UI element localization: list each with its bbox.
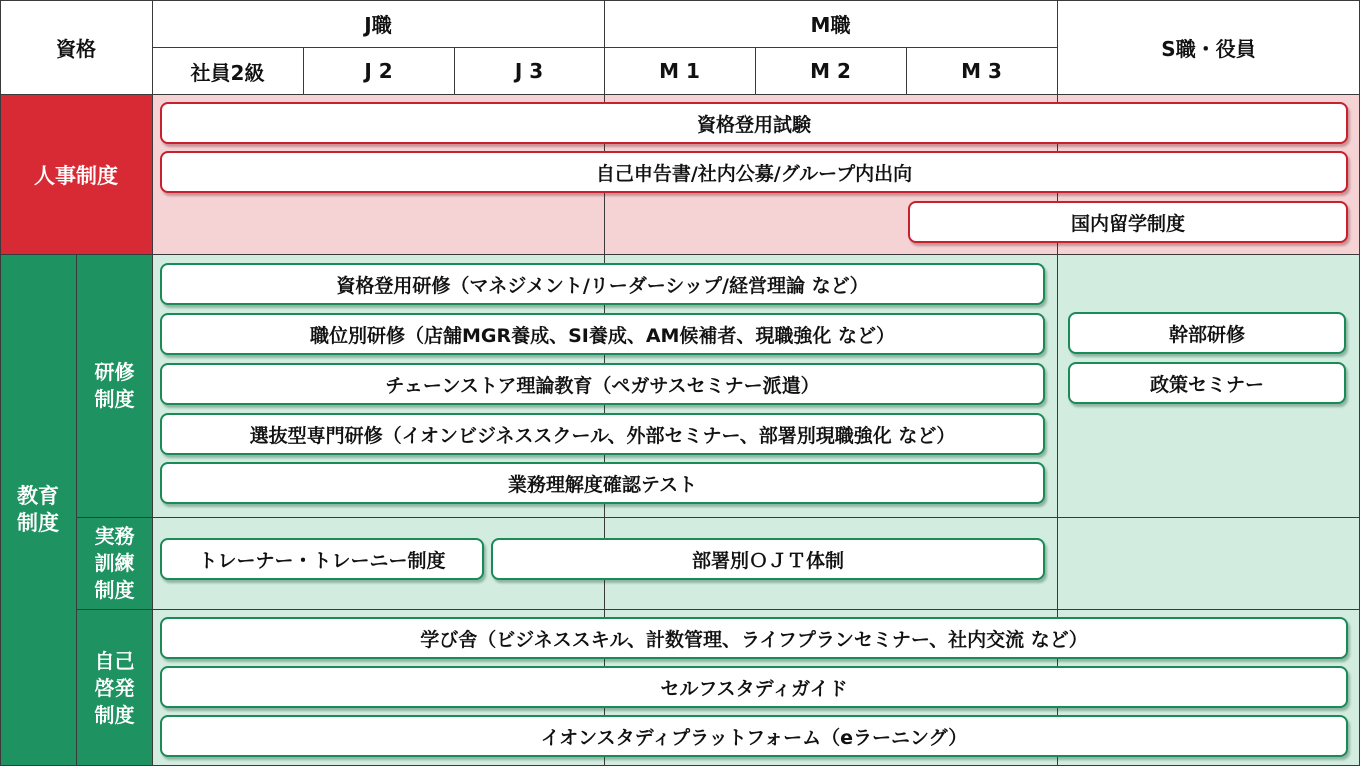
box-trainer-trainee: トレーナー・トレーニー制度 — [160, 538, 484, 580]
section-kenshu-label: 研修 制度 — [94, 359, 135, 411]
grid-line — [0, 0, 1360, 1]
grid-line — [454, 47, 455, 95]
section-jiko — [77, 610, 152, 766]
box-kanbu-kenshu: 幹部研修 — [1068, 312, 1346, 354]
box-kokunai-ryugaku: 国内留学制度 — [908, 201, 1348, 243]
grade-m2: M 2 — [810, 59, 851, 83]
header-j-group: J職 — [364, 13, 392, 37]
section-jitsumu — [77, 518, 152, 609]
grid-line — [0, 94, 1360, 95]
grid-line — [152, 0, 153, 766]
section-kyoiku-label: 教育 制度 — [17, 484, 59, 535]
box-senbatsu-kenshu: 選抜型専門研修（イオンビジネススクール、外部セミナー、部署別現職強化 など） — [160, 413, 1045, 455]
grade-shain2: 社員2級 — [190, 60, 265, 85]
grid-line — [0, 254, 1360, 255]
header-m-group: M職 — [810, 13, 851, 37]
section-jinji: 人事制度 — [0, 95, 152, 254]
box-busho-ojt: 部署別ＯＪＴ体制 — [491, 538, 1045, 580]
box-self-study-guide: セルフスタディガイド — [160, 666, 1348, 708]
box-shikaku-toyo-shiken: 資格登用試験 — [160, 102, 1348, 144]
section-kyoiku — [0, 254, 76, 766]
grade-m3: M 3 — [961, 59, 1002, 83]
grade-m1: M 1 — [659, 59, 700, 83]
box-shokui-betsu-kenshu: 職位別研修（店舗MGR養成、SI養成、AM候補者、現職強化 など） — [160, 313, 1045, 355]
box-manabiya: 学び舎（ビジネススキル、計数管理、ライフプランセミナー、社内交流 など） — [160, 617, 1348, 659]
grid-line — [906, 47, 907, 95]
grade-j3: J 3 — [514, 59, 544, 83]
grid-line — [76, 254, 77, 766]
header-shikaku: 資格 — [56, 37, 96, 61]
box-gyomu-test: 業務理解度確認テスト — [160, 462, 1045, 504]
header-s-group: S職・役員 — [1161, 37, 1256, 61]
grid-line — [0, 0, 1, 766]
grade-j2: J 2 — [364, 59, 393, 83]
grid-line — [76, 609, 1360, 610]
box-aeon-study-platform: イオンスタディプラットフォーム（eラーニング） — [160, 715, 1348, 757]
grid-line — [303, 47, 304, 95]
section-jiko-label: 自己 啓発 制度 — [94, 648, 135, 727]
grid-line — [76, 517, 1360, 518]
box-chain-store-kyoiku: チェーンストア理論教育（ペガサスセミナー派遣） — [160, 363, 1045, 405]
grid-line — [755, 47, 756, 95]
box-seisaku-seminar: 政策セミナー — [1068, 362, 1346, 404]
section-kenshu — [77, 254, 152, 517]
box-jiko-shinkoku: 自己申告書/社内公募/グループ内出向 — [160, 151, 1348, 193]
section-jitsumu-label: 実務 訓練 制度 — [94, 524, 135, 602]
box-shikaku-toyo-kenshu: 資格登用研修（マネジメント/リーダーシップ/経営理論 など） — [160, 263, 1045, 305]
